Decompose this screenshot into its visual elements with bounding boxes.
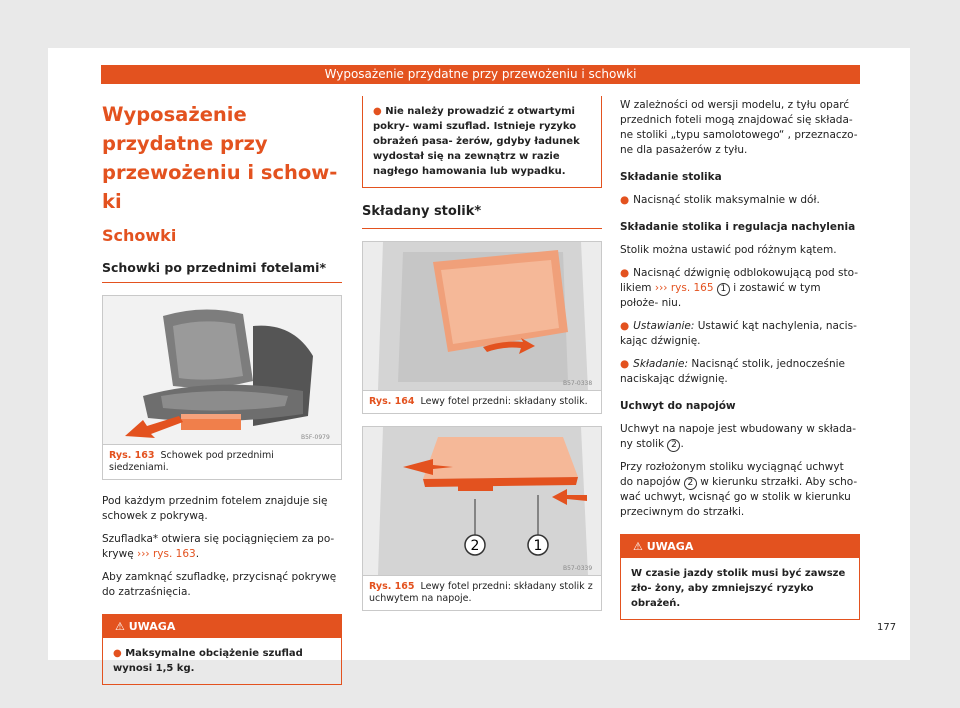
subsection-title: Schowki po przednimi fotelami*: [102, 260, 342, 283]
fig3-caption: Lewy fotel przedni: składany stolik z uchwytem na napoje.: [369, 581, 593, 604]
col3-b2-text: Nacisnąć dźwignię odblokowującą pod sto- likiem: [620, 267, 858, 294]
col3-p2: Stolik można ustawić pod różnym kątem.: [620, 244, 837, 256]
figure-164: [362, 241, 602, 414]
warning-body-1: [103, 638, 341, 684]
arrow-icon: ›››: [137, 548, 150, 560]
col1-p1: Pod każdym przednim fotelem znajduje się schowek z pokrywą.: [102, 495, 328, 522]
col3-p4-end: w kierunku strzałki. Aby scho- wać uchwyt, wcisnąć go w stolik w kierunku przeciwnym do strzałki.: [620, 476, 858, 518]
warning-text-1: Maksymalne obciążenie szuflad wynosi 1,5 kg.: [113, 648, 303, 674]
stolik-heading: Składany stolik*: [362, 204, 602, 229]
col3-p3-end: .: [680, 438, 684, 450]
bullet-icon: ●: [620, 194, 630, 206]
seat-drawer-illustration: [103, 296, 341, 444]
col3-b1: [620, 193, 860, 208]
column-1: [102, 96, 342, 685]
col3-b3: [620, 319, 860, 349]
callout-circle-2: 2: [667, 439, 680, 452]
warning-box-1: [102, 614, 342, 685]
fig2-caption: Lewy fotel przedni: składany stolik.: [420, 396, 588, 407]
col3-h2: Składanie stolika i regulacja nachylenia: [620, 221, 856, 233]
figure-165-caption: [363, 575, 601, 610]
header-title: Wyposażenie przydatne przy przewożeniu i schowki: [324, 67, 637, 81]
col3-p3-text: Uchwyt na napoje jest wbudowany w składa- ny stolik: [620, 423, 856, 450]
arrow-icon: ›››: [654, 282, 668, 294]
fig2-ref: Rys. 164: [369, 396, 415, 407]
warning-box-1-continued: [362, 96, 602, 188]
col1-p2-text: Szufladka* otwiera się pociągnięciem za po- krywę: [102, 533, 335, 560]
warning-header-2: [621, 535, 859, 558]
bullet-icon: ●: [620, 267, 630, 279]
column-3: [620, 98, 860, 620]
callout-circle-1: 1: [717, 283, 730, 296]
bullet-icon: ●: [373, 106, 382, 117]
col1-p2: [102, 532, 342, 562]
col3-b4-label: Składanie:: [633, 358, 689, 370]
warning-body-1b: [363, 96, 601, 187]
figure-163: [102, 295, 342, 480]
fig1-ref: Rys. 163: [109, 450, 155, 461]
warning-title-2: UWAGA: [646, 540, 694, 553]
header-band: [101, 65, 860, 84]
col3-p1: W zależności od wersji modelu, z tyłu oparć przednich foteli mogą znajdować się składa- ne stoliki „typu samolotowego“ , przeznaczo- ne dla pasażerów z tyłu.: [620, 99, 858, 156]
fig3-ref: Rys. 165: [369, 581, 415, 592]
fig3-id: B57-0339: [563, 565, 593, 572]
col3-b3-label: Ustawianie:: [633, 320, 695, 332]
warning-triangle-icon: ⚠: [115, 620, 125, 633]
col3-h1: Składanie stolika: [620, 171, 722, 183]
col3-b1-text: Nacisnąć stolik maksymalnie w dół.: [633, 194, 820, 206]
bullet-icon: ●: [620, 358, 630, 370]
figure-164-caption: [363, 390, 601, 413]
col3-b4: [620, 357, 860, 387]
col3-b4-text: Nacisnąć stolik, jednocześnie naciskając dźwignię.: [620, 358, 846, 385]
fig2-id: B57-0338: [563, 380, 593, 387]
chapter-title: Wyposażenie przydatne przy przewożeniu i schow- ki: [102, 103, 338, 213]
callout-2: 2: [470, 538, 480, 554]
section-title: Schowki: [102, 226, 177, 245]
col3-p4: [620, 460, 860, 520]
fig1-id: B5F-0979: [301, 434, 330, 441]
col1-p3: Aby zamknąć szufladkę, przycisnąć pokrywę do zatrzaśnięcia.: [102, 571, 337, 598]
col3-p4-text: Przy rozłożonym stoliku wyciągnąć uchwyt do napojów: [620, 461, 844, 488]
warning-header-1: [103, 615, 341, 638]
figure-165: [362, 426, 602, 611]
link-rys163[interactable]: rys. 163: [152, 548, 196, 560]
callout-circle-2b: 2: [684, 477, 697, 490]
warning-title-1: UWAGA: [128, 620, 176, 633]
fig1-caption: Schowek pod przednimi siedzeniami.: [109, 450, 274, 473]
warning-box-2: [620, 534, 860, 620]
warning-triangle-icon: ⚠: [633, 540, 643, 553]
folding-table-illustration: [363, 242, 601, 390]
col3-b2: [620, 266, 860, 311]
col1-p2-end: .: [195, 548, 200, 560]
bullet-icon: ●: [620, 320, 630, 332]
col3-b2-end: i zostawić w tym położe- niu.: [620, 282, 821, 309]
bullet-icon: ●: [113, 648, 122, 659]
warning-text-2: W czasie jazdy stolik musi być zawsze zło- żony, aby zmniejszyć ryzyko obrażeń.: [631, 568, 846, 609]
link-rys165[interactable]: rys. 165: [670, 282, 714, 294]
callout-1: 1: [533, 538, 543, 554]
page-number: 177: [877, 622, 897, 633]
col3-b3-text: Ustawić kąt nachylenia, nacis- kając dźwignię.: [620, 320, 857, 347]
table-cupholder-illustration: [363, 427, 601, 575]
warning-text-1b: Nie należy prowadzić z otwartymi pokry- wami szuflad. Istnieje ryzyko obrażeń pasa- żerów, gdyby ładunek wydostał się na zewnątrz w razie nagłego hamowania lub wypadku.: [373, 106, 580, 177]
column-2: [362, 96, 602, 611]
col3-p3: [620, 422, 860, 452]
figure-163-caption: [103, 444, 341, 479]
col3-h3: Uchwyt do napojów: [620, 400, 736, 412]
